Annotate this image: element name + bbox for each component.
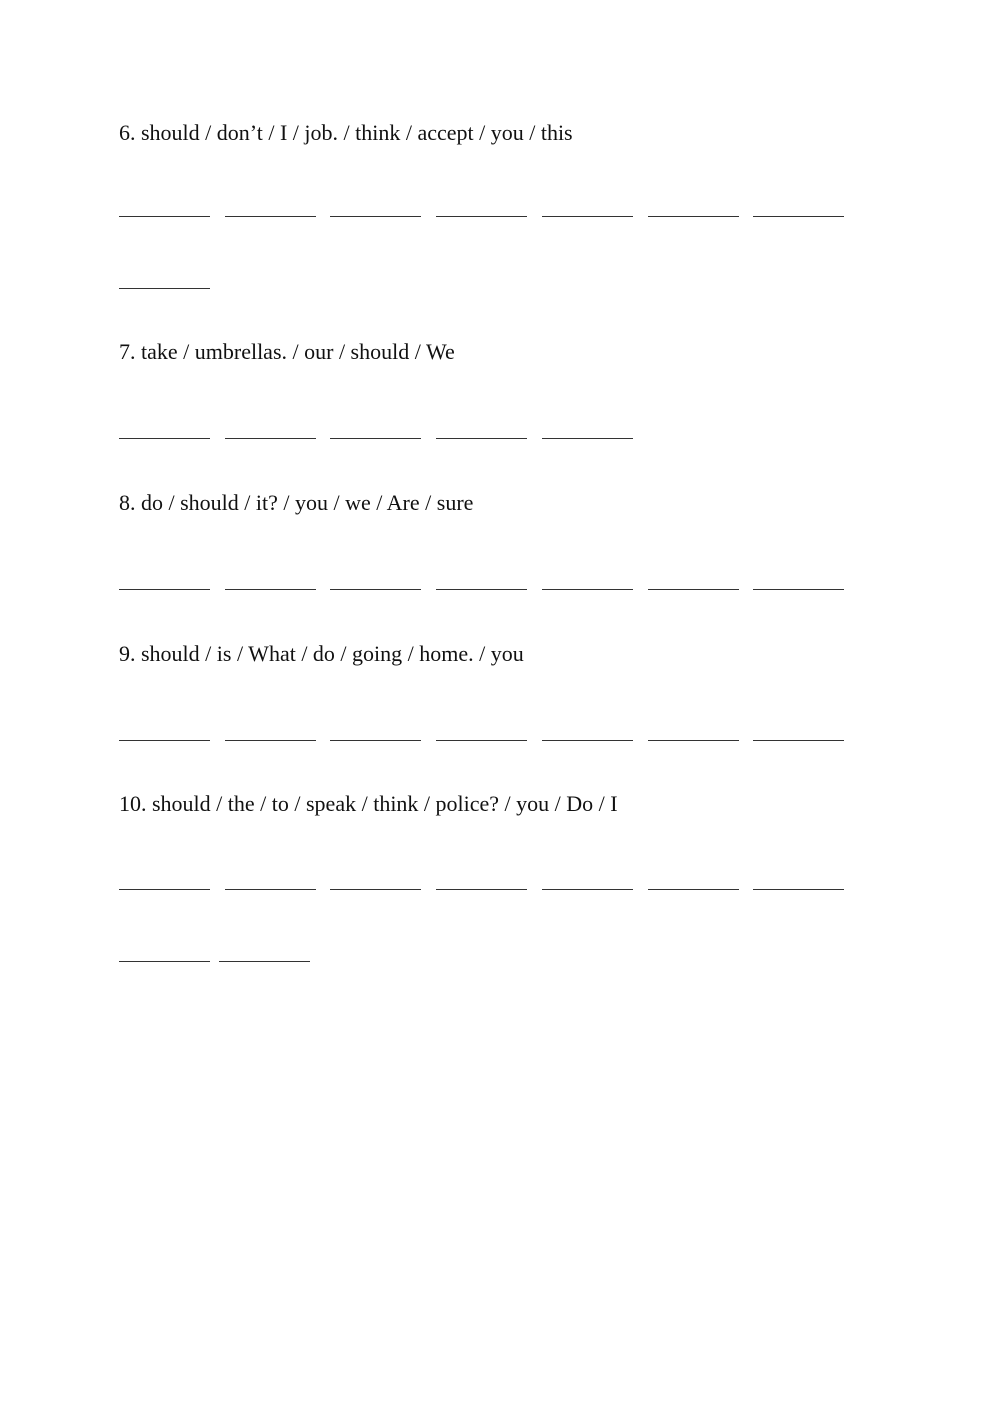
answer-blank[interactable] (753, 216, 844, 217)
answer-blank[interactable] (119, 961, 210, 962)
answer-blank[interactable] (436, 889, 527, 890)
answer-blank[interactable] (119, 589, 210, 590)
answer-blank[interactable] (119, 889, 210, 890)
answer-blank[interactable] (225, 216, 316, 217)
answer-blank[interactable] (219, 961, 310, 962)
answer-blank[interactable] (119, 438, 210, 439)
answer-blank[interactable] (330, 740, 421, 741)
answer-blank[interactable] (648, 889, 739, 890)
answer-blank[interactable] (436, 438, 527, 439)
answer-blank[interactable] (542, 216, 633, 217)
answer-blank[interactable] (753, 889, 844, 890)
answer-blank[interactable] (648, 740, 739, 741)
answer-blank[interactable] (542, 740, 633, 741)
answer-blank[interactable] (225, 589, 316, 590)
answer-blank[interactable] (753, 740, 844, 741)
answer-blank[interactable] (542, 889, 633, 890)
question-9-prompt: 9. should / is / What / do / going / home. / you (119, 641, 524, 666)
answer-blank[interactable] (330, 589, 421, 590)
answer-blank[interactable] (648, 216, 739, 217)
answer-blank[interactable] (330, 889, 421, 890)
answer-blank[interactable] (753, 589, 844, 590)
answer-blank[interactable] (648, 589, 739, 590)
answer-blank[interactable] (119, 288, 210, 289)
answer-blank[interactable] (225, 889, 316, 890)
answer-blank[interactable] (542, 589, 633, 590)
answer-blank[interactable] (119, 216, 210, 217)
answer-blank[interactable] (225, 438, 316, 439)
question-6-prompt: 6. should / don’t / I / job. / think / accept / you / this (119, 120, 573, 145)
question-10-prompt: 10. should / the / to / speak / think / police? / you / Do / I (119, 791, 618, 816)
answer-blank[interactable] (436, 740, 527, 741)
answer-blank[interactable] (225, 740, 316, 741)
answer-blank[interactable] (119, 740, 210, 741)
answer-blank[interactable] (330, 216, 421, 217)
answer-blank[interactable] (542, 438, 633, 439)
answer-blank[interactable] (436, 589, 527, 590)
answer-blank[interactable] (330, 438, 421, 439)
question-8-prompt: 8. do / should / it? / you / we / Are / sure (119, 490, 474, 515)
question-7-prompt: 7. take / umbrellas. / our / should / We (119, 339, 455, 364)
answer-blank[interactable] (436, 216, 527, 217)
